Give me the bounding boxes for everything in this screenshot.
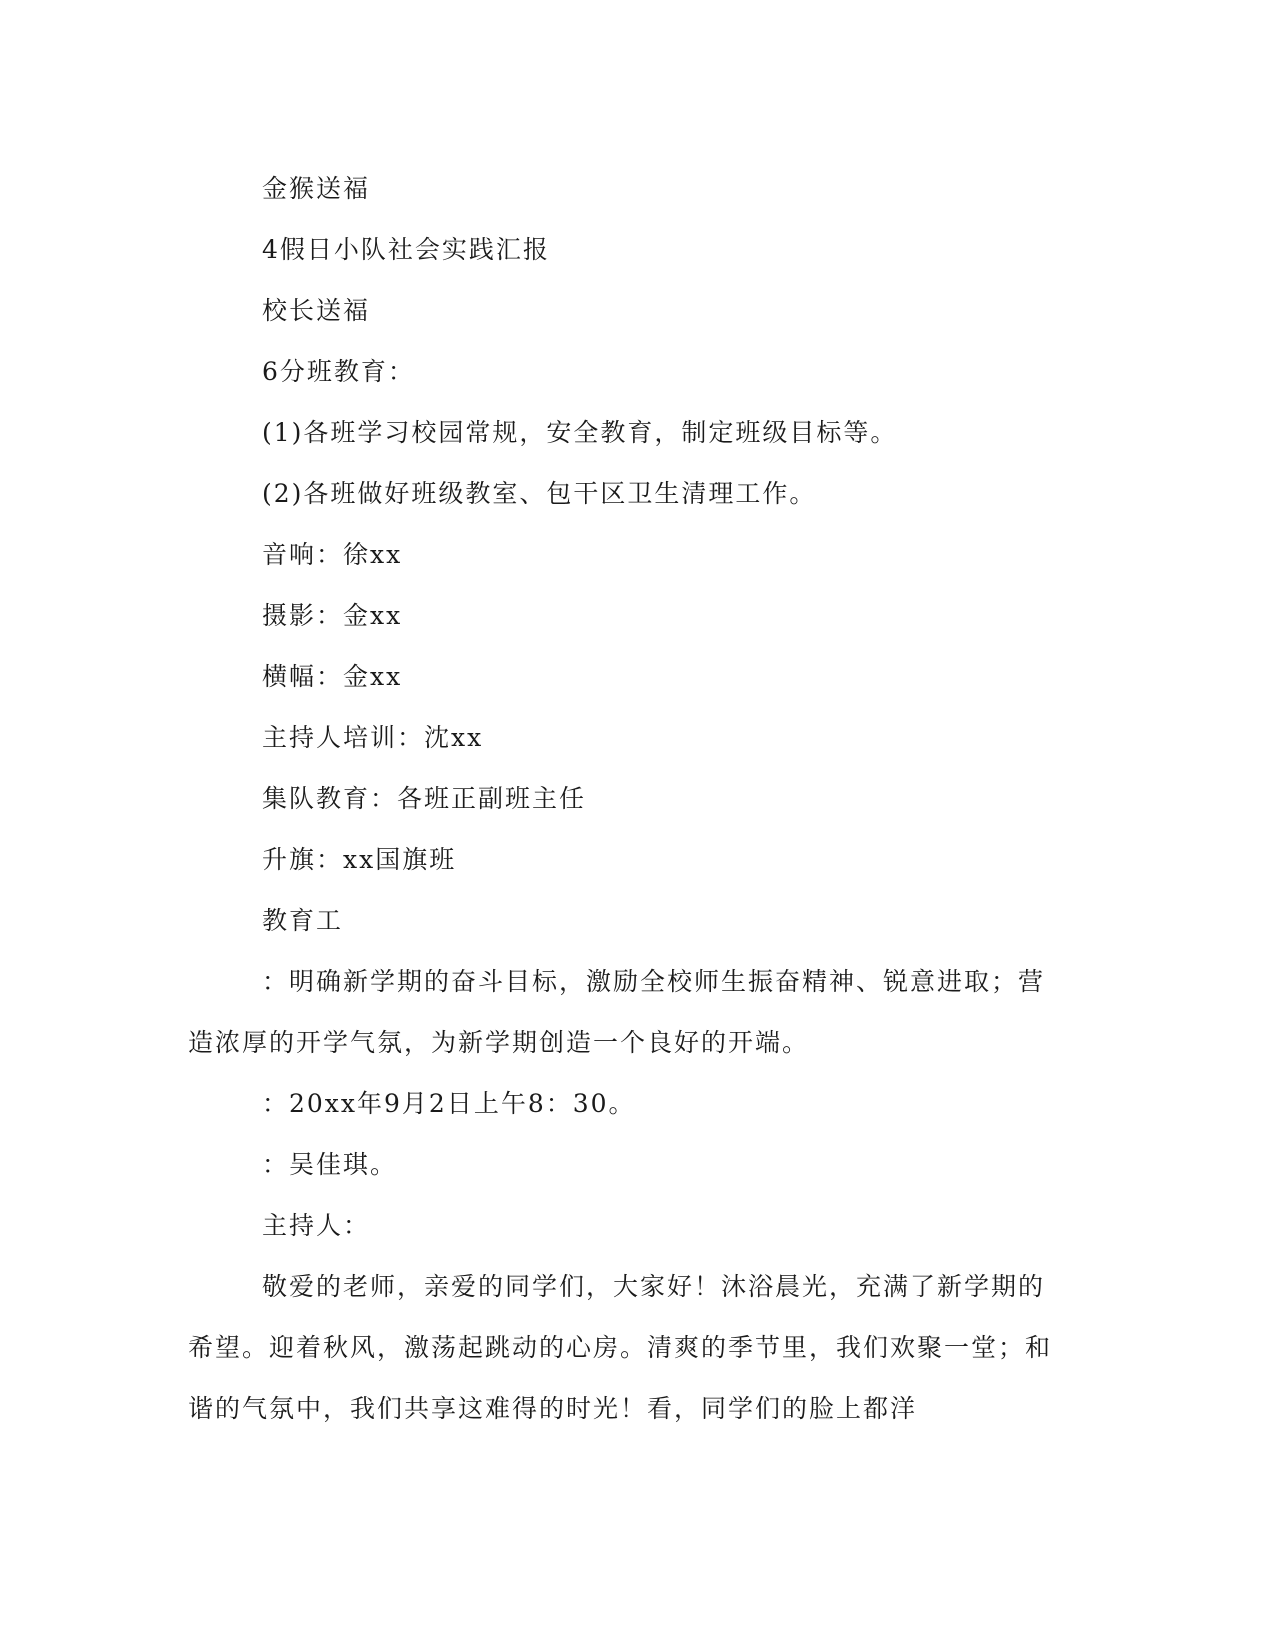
host-label: 主持人： — [262, 1211, 371, 1240]
staff-flag-raising: 升旗：xx国旗班 — [262, 845, 457, 874]
speech-paragraph: 敬爱的老师，亲爱的同学们，大家好！沐浴晨光，充满了新学期的希望。迎着秋风，激荡起跳动的心房。清爽的季节里，我们欢聚一堂；和谐的气氛中，我们共享这难得的时光！看，同学们的脸上都洋 — [188, 1272, 1053, 1423]
class-education-point-2: (2)各班做好班级教室、包干区卫生清理工作。 — [262, 479, 817, 508]
program-item-class-education: 6分班教育： — [262, 357, 415, 386]
staff-sound: 音响：徐xx — [262, 540, 403, 569]
staff-host-training: 主持人培训：沈xx — [262, 723, 484, 752]
program-item-principal-blessing: 校长送福 — [262, 296, 371, 325]
purpose-paragraph: ：明确新学期的奋斗目标，激励全校师生振奋精神、锐意进取；营造浓厚的开学气氛，为新学期创造一个良好的开端。 — [188, 967, 1046, 1057]
time-line: ：20xx年9月2日上午8：30。 — [262, 1089, 636, 1118]
staff-assembly-education: 集队教育：各班正副班主任 — [262, 784, 587, 813]
document-body — [188, 158, 1068, 1439]
section-heading-education: 教育工 — [262, 906, 344, 935]
staff-photography: 摄影：金xx — [262, 601, 403, 630]
host-name-line: ：吴佳琪。 — [262, 1150, 398, 1179]
program-item-golden-monkey: 金猴送福 — [262, 174, 371, 203]
staff-banner: 横幅：金xx — [262, 662, 403, 691]
program-item-holiday-squad: 4假日小队社会实践汇报 — [262, 235, 550, 264]
class-education-point-1: (1)各班学习校园常规，安全教育，制定班级目标等。 — [262, 418, 898, 447]
